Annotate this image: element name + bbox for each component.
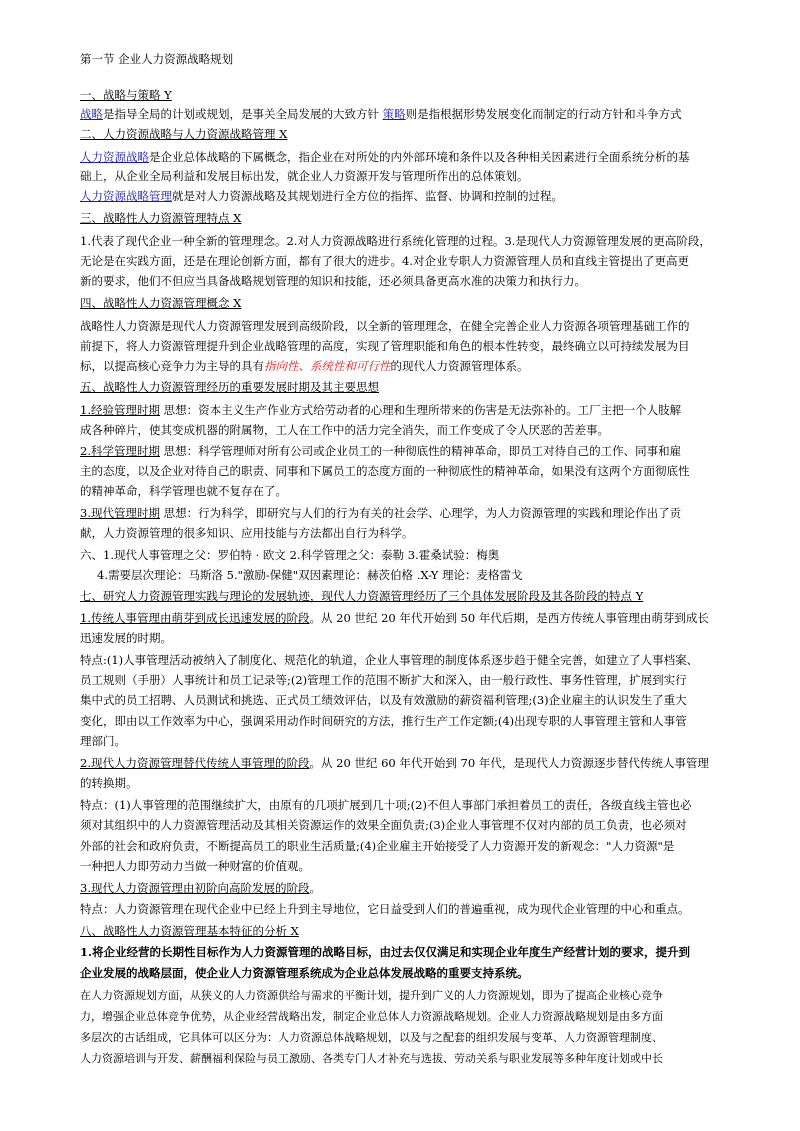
paragraph-line: 献，人力资源管理的很多知识、应用技能与方法都出自行为科学。 — [80, 526, 414, 540]
text: 思想：行为科学，即研究与人们的行为有关的社会学、心理学，为人力资源管理的实践和理论作出了贡 — [159, 506, 682, 520]
paragraph-line: 须对其组织中的人力资源管理活动及其相关资源运作的效果全面负责;(3)企业人事管理不仅对内部的员工负责，也必须对 — [80, 818, 687, 832]
paragraph-line: 无论是在实践方面，还是在理论创新方面，都有了很大的进步。4.对企业专职人力资源管理人员和直线主管提出了更高更 — [80, 254, 689, 268]
stage-label: 3.现代人力资源管理由初阶向高阶发展的阶段 — [80, 881, 310, 895]
heading-basic-features: 八、战略性人力资源管理基本特征的分析 X — [80, 924, 299, 938]
text: 。 — [309, 881, 321, 895]
paragraph-line: 特点：人力资源管理在现代企业中已经上升到主导地位，它日益受到人们的普遍重视，成为现代企业管理的中心和重点。 — [80, 902, 690, 916]
text: 就是对人力资源战略及其规划进行全方位的指挥、监督、协调和控制的过程。 — [172, 189, 563, 203]
bold-paragraph-line: 1.将企业经营的长期性目标作为人力资源管理的战略目标，由过去仅仅满足和实现企业年度生产经营计划的要求，提升到 — [80, 945, 690, 959]
paragraph-line: 特点:(1)人事管理活动被纳入了制度化、规范化的轨道，企业人事管理的制度体系逐步趋于健全完善，如建立了人事档案、 — [80, 653, 699, 667]
paragraph-line — [80, 506, 681, 520]
stage-label: 2.现代人力资源管理替代传统人事管理的阶段 — [80, 756, 310, 770]
paragraph-line: 新的要求，他们不但应当具备战略规划管理的知识和技能，还必须具备更高水准的决策力和执行力。 — [80, 274, 586, 288]
paragraph-line — [80, 189, 563, 203]
period-label: 2.科学管理时期 — [80, 444, 160, 458]
link-hr-strategy[interactable]: 人力资源战略 — [80, 150, 149, 164]
paragraph-line — [80, 150, 690, 164]
paragraph-line: 础上，从企业全局利益和发展目标出发，就企业人力资源开发与管理所作出的总体策划。 — [80, 169, 529, 183]
paragraph-line: 成各种碎片，使其变成机器的附属物，工人在工作中的活力完全消失，而工作变成了令人厌恶的苦差事。 — [80, 423, 609, 437]
paragraph-line: 人力资源培训与开发、薪酬福利保险与员工激励、各类专门人才补充与选拔、劳动关系与职业发展等多种年度计划或中长 — [80, 1052, 663, 1065]
heading-three-stages: 七、研究人力资源管理实践与理论的发展轨迹，现代人力资源管理经历了三个具体发展阶段及其各阶段的特点 Y — [80, 589, 644, 603]
paragraph-line: 一种把人力即劳动力当做一种财富的价值观。 — [80, 859, 310, 873]
paragraph-line: 集中式的员工招聘、人员测试和挑选、正式员工绩效评估，以及有效激励的薪资福利管理;(3)企业雇主的认识发生了重大 — [80, 693, 687, 707]
text: 思想：科学管理师对所有公司或企业员工的一种彻底性的精神革命，即员工对待自己的工作、同事和雇 — [159, 444, 682, 458]
heading-hr-strategy: 二、人力资源战略与人力资源战略管理 X — [80, 127, 288, 141]
text: 标，以提高核心竞争力为主导的具有 — [80, 359, 264, 373]
link-hr-strategy-management[interactable]: 人力资源战略管理 — [80, 189, 172, 203]
paragraph-line: 特点：(1)人事管理的范围继续扩大，由原有的几项扩展到几十项;(2)不但人事部门承担着员工的责任，各级直线主管也必 — [80, 798, 692, 812]
paragraph-line: 的精神革命，科学管理也就不复存在了。 — [80, 484, 287, 498]
paragraph-line: 迅速发展的时期。 — [80, 631, 172, 645]
text: 是指导全局的计划或规划，是事关全局发展的大致方针 — [103, 107, 383, 121]
paragraph-line: 多层次的古话组成，它具体可以区分为：人力资源总体战略规划，以及与之配套的组织发展与变革、人力资源管理制度、 — [80, 1031, 663, 1044]
text: 的现代人力资源管理体系。 — [390, 359, 529, 373]
paragraph-line — [80, 756, 709, 770]
paragraph-line: 主的态度，以及企业对待自己的职责、同事和下属员工的态度方面的一种彻底性的精神革命，如果没有这两个方面彻底性 — [80, 464, 690, 478]
paragraph-line: 力，增强企业总体竞争优势，从企业经营战略出发，制定企业总体人力资源战略规划。企业人力资源战略规划是由多方面 — [80, 1010, 663, 1023]
stage-label: 1.传统人事管理由萌芽到成长迅速发展的阶段 — [80, 611, 310, 625]
emphasis-text: 指向性、系统性和可行性 — [264, 359, 391, 373]
text: 。从 20 世纪 60 年代开始到 70 年代，是现代人力资源逐步替代传统人事管理 — [309, 756, 709, 770]
text: 则是指根据形势发展变化而制定的行动方针和斗争方式 — [405, 107, 682, 121]
text: 思想：资本主义生产作业方式给劳动者的心理和生理所带来的伤害是无法弥补的。工厂主把一个人肢解 — [159, 403, 682, 417]
paragraph-line: 员工规则（手册）人事统计和员工记录等;(2)管理工作的范围不断扩大和深入，由一般行政性、事务性管理，扩展到实行 — [80, 673, 687, 687]
text: 是企业总体战略的下属概念，指企业在对所处的内外部环境和条件以及各种相关因素进行全面系统分析的基 — [149, 150, 690, 164]
paragraph-line — [80, 359, 529, 373]
link-tactic[interactable]: 策略 — [382, 107, 406, 121]
paragraph-line — [80, 403, 681, 417]
paragraph-line: 外部的社会和政府负责，不断提高员工的职业生活质量;(4)企业雇主开始接受了人力资源开发的新观念："人力资源"是 — [80, 839, 675, 853]
period-label: 1.经验管理时期 — [80, 403, 160, 417]
period-label: 3.现代管理时期 — [80, 506, 160, 520]
paragraph-line: 的转换期。 — [80, 776, 138, 790]
paragraph-line: 战略性人力资源是现代人力资源管理发展到高级阶段，以全新的管理理念，在健全完善企业人力资源各项管理基础工作的 — [80, 319, 690, 333]
paragraph-line: 六、1.现代人事管理之父：罗伯特 · 欧文 2.科学管理之父：泰勒 3.霍桑试验：梅奥 — [80, 548, 500, 562]
heading-concept: 四、战略性人力资源管理概念 X — [80, 296, 242, 310]
paragraph-line — [80, 444, 681, 458]
paragraph-line: 1.代表了现代企业一种全新的管理理念。2.对人力资源战略进行系统化管理的过程。3.是现代人力资源管理发展的更高阶段， — [80, 234, 711, 248]
bold-paragraph-line: 企业发展的战略层面，使企业人力资源管理系统成为企业总体发展战略的重要支持系统。 — [80, 966, 529, 980]
paragraph-line — [80, 881, 321, 895]
paragraph-line: 4.需要层次理论：马斯洛 5."激励-保健"双因素理论：赫茨伯格 .X-Y 理论：麦格雷戈 — [97, 568, 523, 582]
paragraph-line — [80, 611, 709, 625]
paragraph-strategy — [80, 107, 682, 121]
paragraph-line: 在人力资源规划方面，从狭义的人力资源供给与需求的平衡计划，提升到广义的人力资源规划，即为了提高企业核心竞争 — [80, 989, 663, 1002]
link-strategy[interactable]: 战略 — [80, 107, 103, 121]
heading-development-periods: 五、战略性人力资源管理经历的重要发展时期及其主要思想 — [80, 380, 379, 394]
heading-features: 三、战略性人力资源管理特点 X — [80, 211, 242, 225]
section-title: 第一节 企业人力资源战略规划 — [80, 52, 234, 66]
paragraph-line: 理部门。 — [80, 734, 126, 748]
text: 。从 20 世纪 20 年代开始到 50 年代后期，是西方传统人事管理由萌芽到成长 — [309, 611, 709, 625]
paragraph-line: 变化，即由以工作效率为中心，强调采用动作时间研究的方法，推行生产工作定额;(4)出现专职的人事管理主管和人事管 — [80, 714, 687, 728]
heading-strategy: 一、战略与策略 Y — [80, 88, 172, 102]
paragraph-line: 前提下，将人力资源管理提升到企业战略管理的高度，实现了管理职能和角色的根本性转变，最终确立以可持续发展为目 — [80, 339, 690, 353]
